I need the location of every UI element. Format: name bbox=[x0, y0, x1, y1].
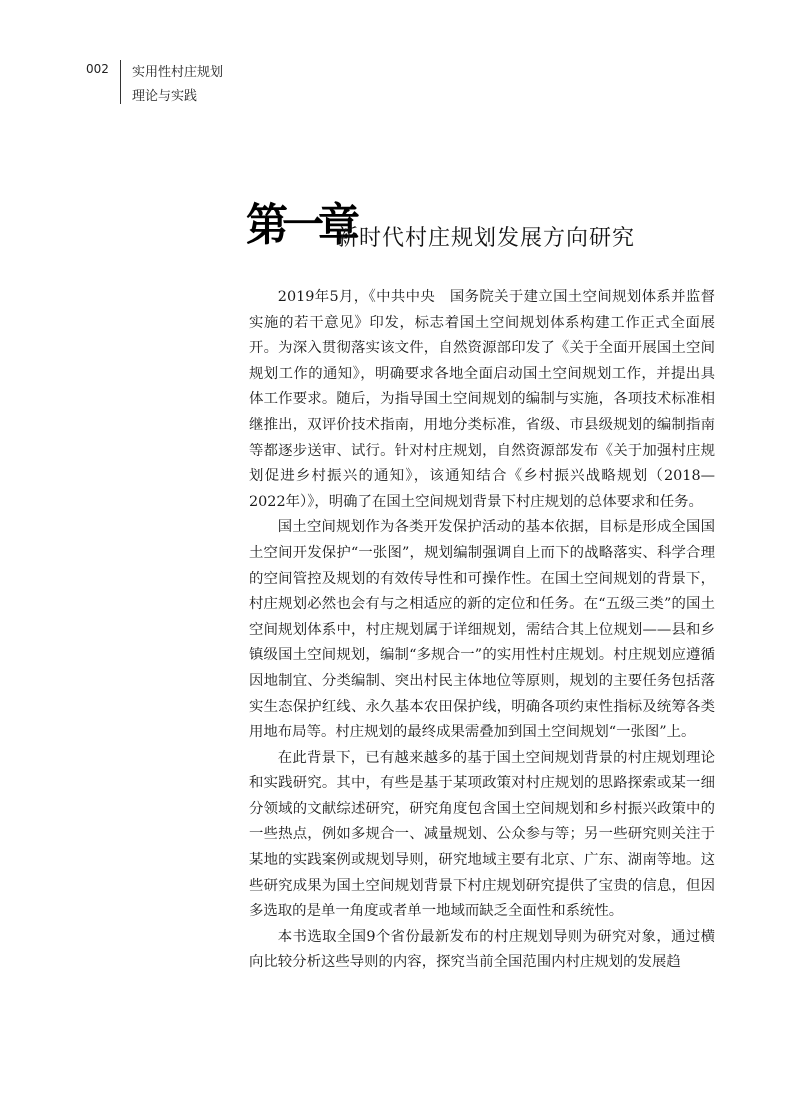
book-title-line1: 实用性村庄规划 bbox=[132, 65, 224, 80]
header-divider bbox=[120, 60, 121, 104]
paragraph: 本书选取全国9个省份最新发布的村庄规划导则为研究对象，通过横向比较分析这些导则的内容，探究当前全国范围内村庄规划的发展趋 bbox=[249, 928, 715, 971]
paragraph: 在此背景下，已有越来越多的基于国土空间规划背景的村庄规划理论和实践研究。其中，有些是基于某项政策对村庄规划的思路探索或某一细分领域的文献综述研究，研究角度包含国土空间规划和乡村振兴政策中的一些热点，例如多规合一、减量规划、公众参与等；另一些研究则关注于某地的实践案例或规划导则，研究地域主要有北京、广东、湖南等地。这些研究成果为国土空间规划背景下村庄规划研究提供了宝贵的信息，但因多选取的是单一角度或者单一地域而缺乏全面性和系统性。 bbox=[249, 749, 715, 920]
chapter-label: 第一章 bbox=[246, 199, 355, 251]
paragraph: 2019年5月，《中共中央 国务院关于建立国土空间规划体系并监督实施的若干意见》印发，标志着国土空间规划体系构建工作正式全面展开。为深入贯彻落实该文件，自然资源部印发了《关于全面开展国土空间规划工作的通知》，明确要求各地全面启动国土空间规划工作，并提出具体工作要求。随后，为指导国土空间规划的编制与实施，各项技术标准相继推出，双评价技术指南，用地分类标准，省级、市县级规划的编制指南等都逐步送审、试行。针对村庄规划，自然资源部发布《关于加强村庄规划促进乡村振兴的通知》，该通知结合《乡村振兴战略规划（2018—2022年）》，明确了在国土空间规划背景下村庄规划的总体要求和任务。 bbox=[249, 289, 715, 510]
body-text bbox=[249, 285, 715, 976]
chapter-title: 新时代村庄规划发展方向研究 bbox=[336, 226, 636, 251]
chapter-heading bbox=[246, 196, 726, 256]
running-title bbox=[132, 61, 223, 109]
page-number: 002 bbox=[86, 62, 109, 76]
book-title-line2: 理论与实践 bbox=[132, 89, 198, 104]
paragraph: 国土空间规划作为各类开发保护活动的基本依据，目标是形成全国国土空间开发保护“一张图”，规划编制强调自上而下的战略落实、科学合理的空间管控及规划的有效传导性和可操作性。在国土空间规划的背景下，村庄规划必然也会有与之相适应的新的定位和任务。在“五级三类”的国土空间规划体系中，村庄规划属于详细规划，需结合其上位规划——县和乡镇级国土空间规划，编制“多规合一”的实用性村庄规划。村庄规划应遵循因地制宜、分类编制、突出村民主体地位等原则，规划的主要任务包括落实生态保护红线、永久基本农田保护线，明确各项约束性指标及统筹各类用地布局等。村庄规划的最终成果需叠加到国土空间规划“一张图”上。 bbox=[249, 519, 715, 741]
